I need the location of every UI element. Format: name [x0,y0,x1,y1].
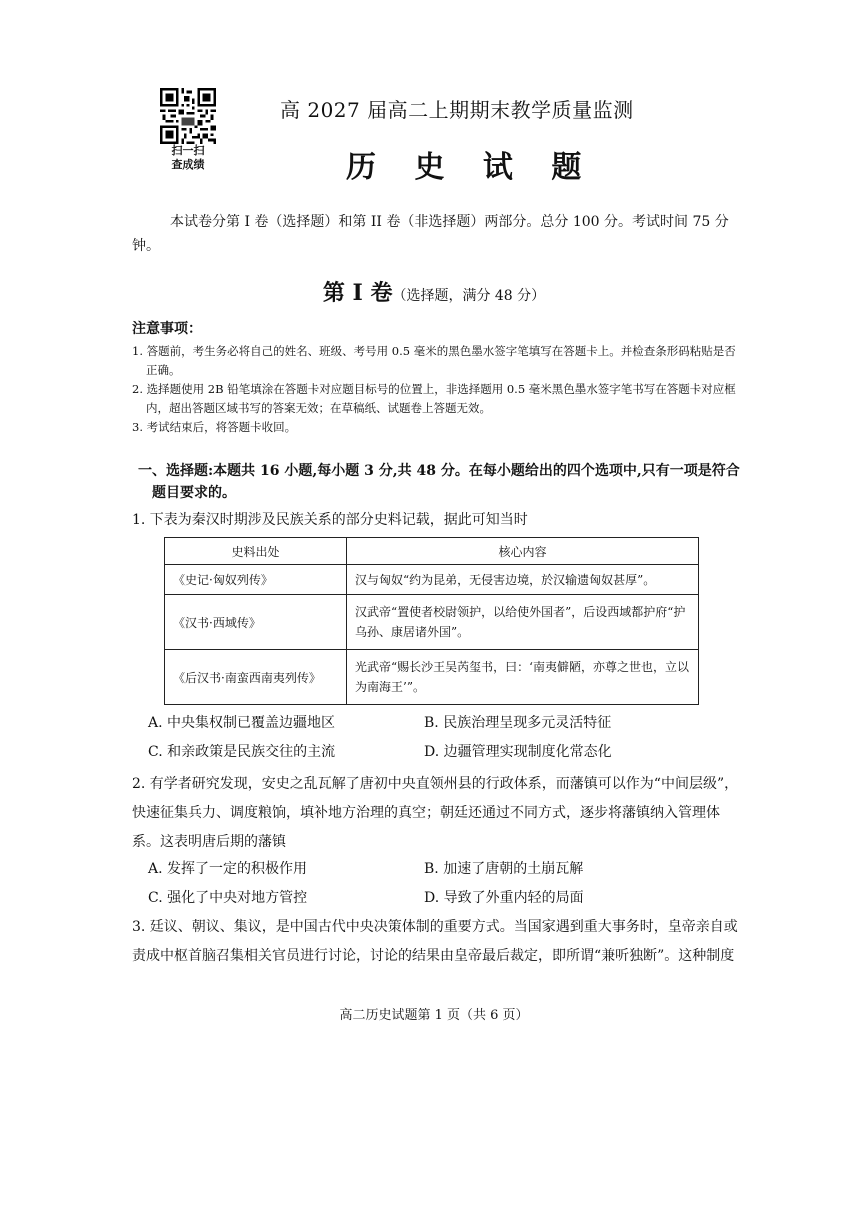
option-b[interactable]: B. 民族治理呈现多元灵活特征 [424,715,612,731]
subject-title: 历 史 试 题 [346,150,596,185]
exam-intro: 本试卷分第 I 卷（选择题）和第 II 卷（非选择题）两部分。总分 100 分。考试时间 75 分钟。 [132,214,729,254]
question-1-table [164,537,699,705]
part-title: 第 I 卷 [322,280,393,306]
note-item: 2. 选择题使用 2B 铅笔填涂在答题卡对应题目标号的位置上，非选择题用 0.5 毫米黑色墨水签字笔书写在答题卡对应框内，超出答题区域书写的答案无效；在草稿纸、试题卷上答题无效。 [132,382,736,415]
option-d[interactable]: D. 边疆管理实现制度化常态化 [424,744,612,760]
note-item: 1. 答题前，考生务必将自己的姓名、班级、考号用 0.5 毫米的黑色墨水签字笔填写在答题卡上。并检查条形码粘贴是否正确。 [132,344,736,377]
question-3-stem: 3. 廷议、朝议、集议，是中国古代中央决策体制的重要方式。当国家遇到重大事务时，皇帝亲自或责成中枢首脑召集相关官员进行讨论，讨论的结果由皇帝最后裁定，即所谓“兼听独断”。这种制度 [132,919,738,964]
page-footer: 高二历史试题第 1 页（共 6 页） [339,1008,529,1023]
table-cell: 《后汉书·南蛮西南夷列传》 [165,650,347,705]
option-a[interactable]: A. 发挥了一定的积极作用 [148,861,308,877]
table-row [165,565,699,595]
table-header-row [165,538,699,565]
table-cell: 汉与匈奴“约为昆弟，无侵害边境，於汉输遗匈奴甚厚”。 [347,565,699,595]
section-heading: 一、选择题:本题共 16 小题,每小题 3 分,共 48 分。在每小题给出的四个选项中,只有一项是符合题目要求的。 [138,463,740,501]
table-header-cell: 核心内容 [347,538,699,565]
notes-heading: 注意事项： [132,321,202,337]
table-cell: 《史记·匈奴列传》 [165,565,347,595]
option-c[interactable]: C. 强化了中央对地方管控 [148,890,308,906]
note-item: 3. 考试结束后，将答题卡收回。 [132,420,297,434]
option-a[interactable]: A. 中央集权制已覆盖边疆地区 [148,715,336,731]
table-row [165,650,699,705]
table-cell: 《汉书·西域传》 [165,595,347,650]
qr-caption-line2: 查成绩 [171,158,205,171]
part-subtitle: （选择题，满分 48 分） [392,288,546,304]
qr-caption-line1: 扫一扫 [171,144,205,157]
notes-list [132,342,744,437]
exam-title: 高 2027 届高二上期期末教学质量监测 [280,98,634,122]
qr-code-image [160,88,216,144]
option-c[interactable]: C. 和亲政策是民族交往的主流 [148,744,336,760]
question-2-stem: 2. 有学者研究发现，安史之乱瓦解了唐初中央直领州县的行政体系，而藩镇可以作为“中间层级”，快速征集兵力、调度粮饷，填补地方治理的真空；朝廷还通过不同方式，逐步将藩镇纳入管理体系。这表明唐后期的藩镇 [132,776,739,850]
option-d[interactable]: D. 导致了外重内轻的局面 [424,890,584,906]
table-header-cell: 史料出处 [165,538,347,565]
table-cell: 汉武帝“置使者校尉领护，以给使外国者”，后设西域都护府“护乌孙、康居诸外国”。 [347,595,699,650]
question-1-stem: 1. 下表为秦汉时期涉及民族关系的部分史料记载，据此可知当时 [132,512,528,528]
qr-caption [156,144,220,172]
table-cell: 光武帝“赐长沙王吴芮玺书，曰：‘南夷僻陋，亦尊之世也，立以为南海王’”。 [347,650,699,705]
option-b[interactable]: B. 加速了唐朝的土崩瓦解 [424,861,584,877]
part-heading [0,276,868,307]
table-row [165,595,699,650]
